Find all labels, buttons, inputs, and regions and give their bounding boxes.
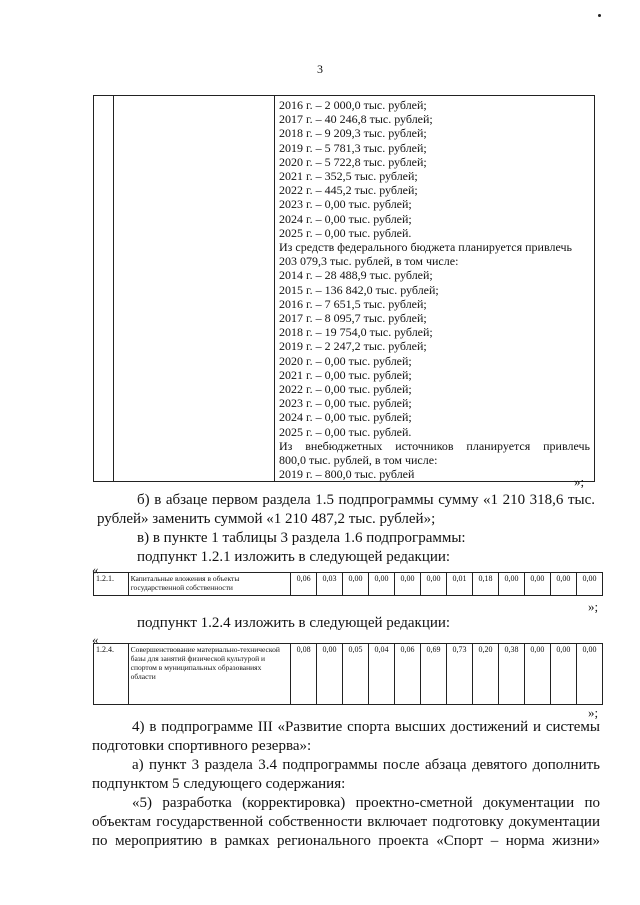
funding-line: 2015 г. – 136 842,0 тыс. рублей; [279, 282, 439, 297]
row-code: 1.2.1. [94, 573, 129, 596]
funding-line: 2019 г. – 5 781,3 тыс. рублей; [279, 140, 427, 155]
row-value: 0,00 [317, 644, 343, 705]
funding-line: Из внебюджетных источников планируется привлечь [279, 438, 590, 453]
row-value: 0,38 [498, 644, 524, 705]
opening-quote: « [92, 562, 99, 577]
funding-line: 2025 г. – 0,00 тыс. рублей. [279, 225, 412, 240]
funding-line: 2022 г. – 0,00 тыс. рублей; [279, 382, 412, 397]
row-value: 0,00 [421, 573, 447, 596]
row-value: 0,20 [472, 644, 498, 705]
row-value: 0,04 [369, 644, 395, 705]
closing-quote: »; [588, 705, 599, 720]
row-value: 0,00 [498, 573, 524, 596]
paragraph-5: «5) разработка (корректировка) проектно-сметной документации по объектам государственной собственности включает подготовку документации по мероприятию в рамках регионального проекта «Спорт – норма жизни» [92, 795, 600, 849]
row-code: 1.2.4. [94, 644, 129, 705]
row-value: 0,05 [343, 644, 369, 705]
paragraph-4: 4) в подпрограмме III «Развитие спорта высших достижений и системы подготовки спортивного резерва»: [92, 719, 600, 754]
funding-line: 203 079,3 тыс. рублей, в том числе: [279, 254, 459, 269]
row-value: 0,18 [472, 573, 498, 596]
funding-line: 2017 г. – 40 246,8 тыс. рублей; [279, 112, 433, 127]
row-name: Капитальные вложения в объекты государственной собственности [128, 573, 290, 596]
funding-line: 2023 г. – 0,00 тыс. рублей; [279, 197, 412, 212]
funding-line: 2020 г. – 5 722,8 тыс. рублей; [279, 154, 427, 169]
funding-line: 2022 г. – 445,2 тыс. рублей; [279, 183, 418, 198]
closing-quote: »; [574, 474, 585, 489]
row-value: 0,00 [343, 573, 369, 596]
funding-line: 2016 г. – 7 651,5 тыс. рублей; [279, 296, 427, 311]
row-value: 0,73 [446, 644, 472, 705]
continuation-table [93, 95, 595, 482]
row-value: 0,03 [317, 573, 343, 596]
row-value: 0,00 [576, 644, 602, 705]
row-value: 0,06 [291, 573, 317, 596]
row-124-table [93, 643, 603, 705]
funding-line: 2018 г. – 9 209,3 тыс. рублей; [279, 126, 427, 141]
funding-line: 2014 г. – 28 488,9 тыс. рублей; [279, 268, 433, 283]
funding-line: Из средств федерального бюджета планируется привлечь [279, 240, 572, 255]
table-cell-empty [114, 96, 275, 482]
funding-line: 2016 г. – 2 000,0 тыс. рублей; [279, 98, 427, 112]
page-number: 3 [317, 62, 323, 76]
funding-line: 2017 г. – 8 095,7 тыс. рублей; [279, 311, 427, 326]
row-value: 0,00 [395, 573, 421, 596]
row-value: 0,00 [550, 644, 576, 705]
row-value: 0,00 [369, 573, 395, 596]
funding-line: 2019 г. – 800,0 тыс. рублей [279, 467, 415, 482]
row-value: 0,00 [524, 573, 550, 596]
paragraph-v: в) в пункте 1 таблицы 3 раздела 1.6 подпрограммы: [137, 530, 466, 546]
scan-dot [598, 14, 601, 17]
row-121-table [93, 572, 603, 596]
opening-quote: « [92, 632, 99, 647]
funding-line: 2025 г. – 0,00 тыс. рублей. [279, 424, 412, 439]
funding-line: 2021 г. – 352,5 тыс. рублей; [279, 169, 418, 184]
funding-line: 2023 г. – 0,00 тыс. рублей; [279, 396, 412, 411]
funding-line: 2018 г. – 19 754,0 тыс. рублей; [279, 325, 433, 340]
funding-line: 2019 г. – 2 247,2 тыс. рублей; [279, 339, 427, 354]
row-value: 0,00 [550, 573, 576, 596]
row-value: 0,00 [576, 573, 602, 596]
paragraph-a: а) пункт 3 раздела 3.4 подпрограммы после абзаца девятого дополнить подпунктом 5 следующего содержания: [92, 757, 600, 792]
funding-line: 2024 г. – 0,00 тыс. рублей; [279, 211, 412, 226]
row-value: 0,08 [291, 644, 317, 705]
paragraph-b: б) в абзаце первом раздела 1.5 подпрограммы сумму «1 210 318,6 тыс. рублей» заменить суммой «1 210 487,2 тыс. рублей»; [97, 492, 595, 527]
row-value: 0,01 [446, 573, 472, 596]
row-value: 0,69 [421, 644, 447, 705]
funding-cell [275, 96, 595, 482]
row-name: Совершенствование материально-технической базы для занятий физической культурой и спортом в муниципальных образованиях области [128, 644, 290, 705]
row-value: 0,06 [395, 644, 421, 705]
paragraph-121: подпункт 1.2.1 изложить в следующей редакции: [137, 549, 451, 565]
table-cell-empty [94, 96, 114, 482]
row-value: 0,00 [524, 644, 550, 705]
funding-line: 2020 г. – 0,00 тыс. рублей; [279, 353, 412, 368]
funding-line: 2021 г. – 0,00 тыс. рублей; [279, 367, 412, 382]
funding-line: 800,0 тыс. рублей, в том числе: [279, 453, 438, 468]
closing-quote: »; [588, 599, 599, 614]
funding-line: 2024 г. – 0,00 тыс. рублей; [279, 410, 412, 425]
paragraph-124: подпункт 1.2.4 изложить в следующей редакции: [137, 615, 451, 631]
